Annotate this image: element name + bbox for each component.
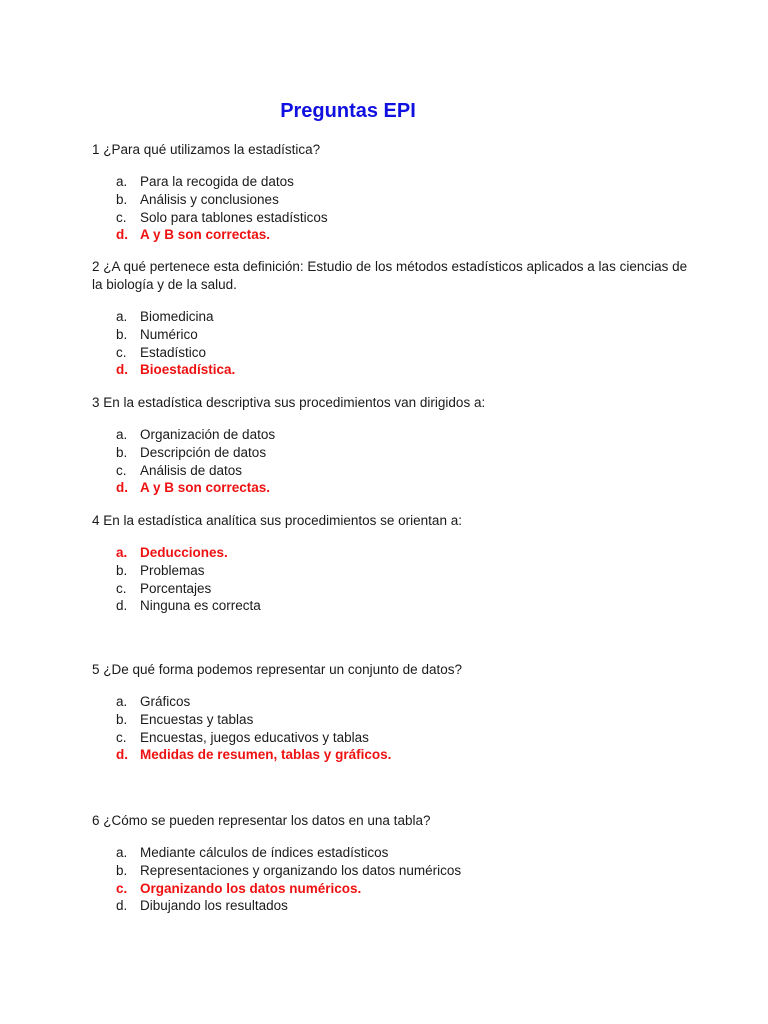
option-5d-correct: d. Medidas de resumen, tablas y gráficos. — [116, 747, 392, 763]
options-question-1 — [92, 173, 692, 244]
options-question-3 — [92, 426, 692, 497]
option-6a: a. Mediante cálculos de índices estadísticos — [116, 845, 389, 860]
option-3c: c. Análisis de datos — [116, 462, 243, 478]
options-question-6 — [92, 844, 692, 915]
option-1a: a. Para la recogida de datos — [116, 174, 294, 189]
option-2c: c. Estadístico — [116, 344, 207, 360]
question-1: 1 ¿Para qué utilizamos la estadística? — [92, 142, 321, 157]
option-5b: b. Encuestas y tablas — [116, 711, 254, 727]
question-6: 6 ¿Cómo se pueden representar los datos en una tabla? — [92, 813, 431, 828]
option-2d-correct: d. Bioestadística. — [116, 362, 236, 378]
question-5: 5 ¿De qué forma podemos representar un conjunto de datos? — [92, 662, 462, 677]
option-6c-correct: c. Organizando los datos numéricos. — [116, 880, 362, 896]
option-4d: d. Ninguna es correcta — [116, 598, 261, 614]
options-question-4 — [92, 544, 692, 615]
options-question-5 — [92, 693, 692, 764]
option-1b: b. Análisis y conclusiones — [116, 191, 279, 207]
option-4a-correct: a. Deducciones. — [116, 545, 228, 560]
question-4: 4 En la estadística analítica sus procedimientos se orientan a: — [92, 513, 462, 528]
option-6d: d. Dibujando los resultados — [116, 898, 288, 914]
page-title: Preguntas EPI — [280, 100, 416, 122]
options-question-2 — [92, 308, 692, 379]
question-3: 3 En la estadística descriptiva sus procedimientos van dirigidos a: — [92, 395, 486, 410]
question-2: 2 ¿A qué pertenece esta definición: Estudio de los métodos estadísticos aplicados a las ciencias de la biología y de la salud. — [92, 259, 688, 292]
option-1c: c. Solo para tablones estadísticos — [116, 209, 328, 225]
option-5a: a. Gráficos — [116, 694, 191, 709]
option-1d-correct: d. A y B son correctas. — [116, 227, 271, 243]
option-2b: b. Numérico — [116, 326, 198, 342]
option-3a: a. Organización de datos — [116, 427, 276, 442]
option-3d-correct: d. A y B son correctas. — [116, 480, 271, 496]
option-4c: c. Porcentajes — [116, 580, 212, 596]
option-4b: b. Problemas — [116, 562, 205, 578]
option-5c: c. Encuestas, juegos educativos y tablas — [116, 729, 369, 745]
option-3b: b. Descripción de datos — [116, 444, 267, 460]
option-6b: b. Representaciones y organizando los datos numéricos — [116, 862, 462, 878]
option-2a: a. Biomedicina — [116, 309, 214, 324]
